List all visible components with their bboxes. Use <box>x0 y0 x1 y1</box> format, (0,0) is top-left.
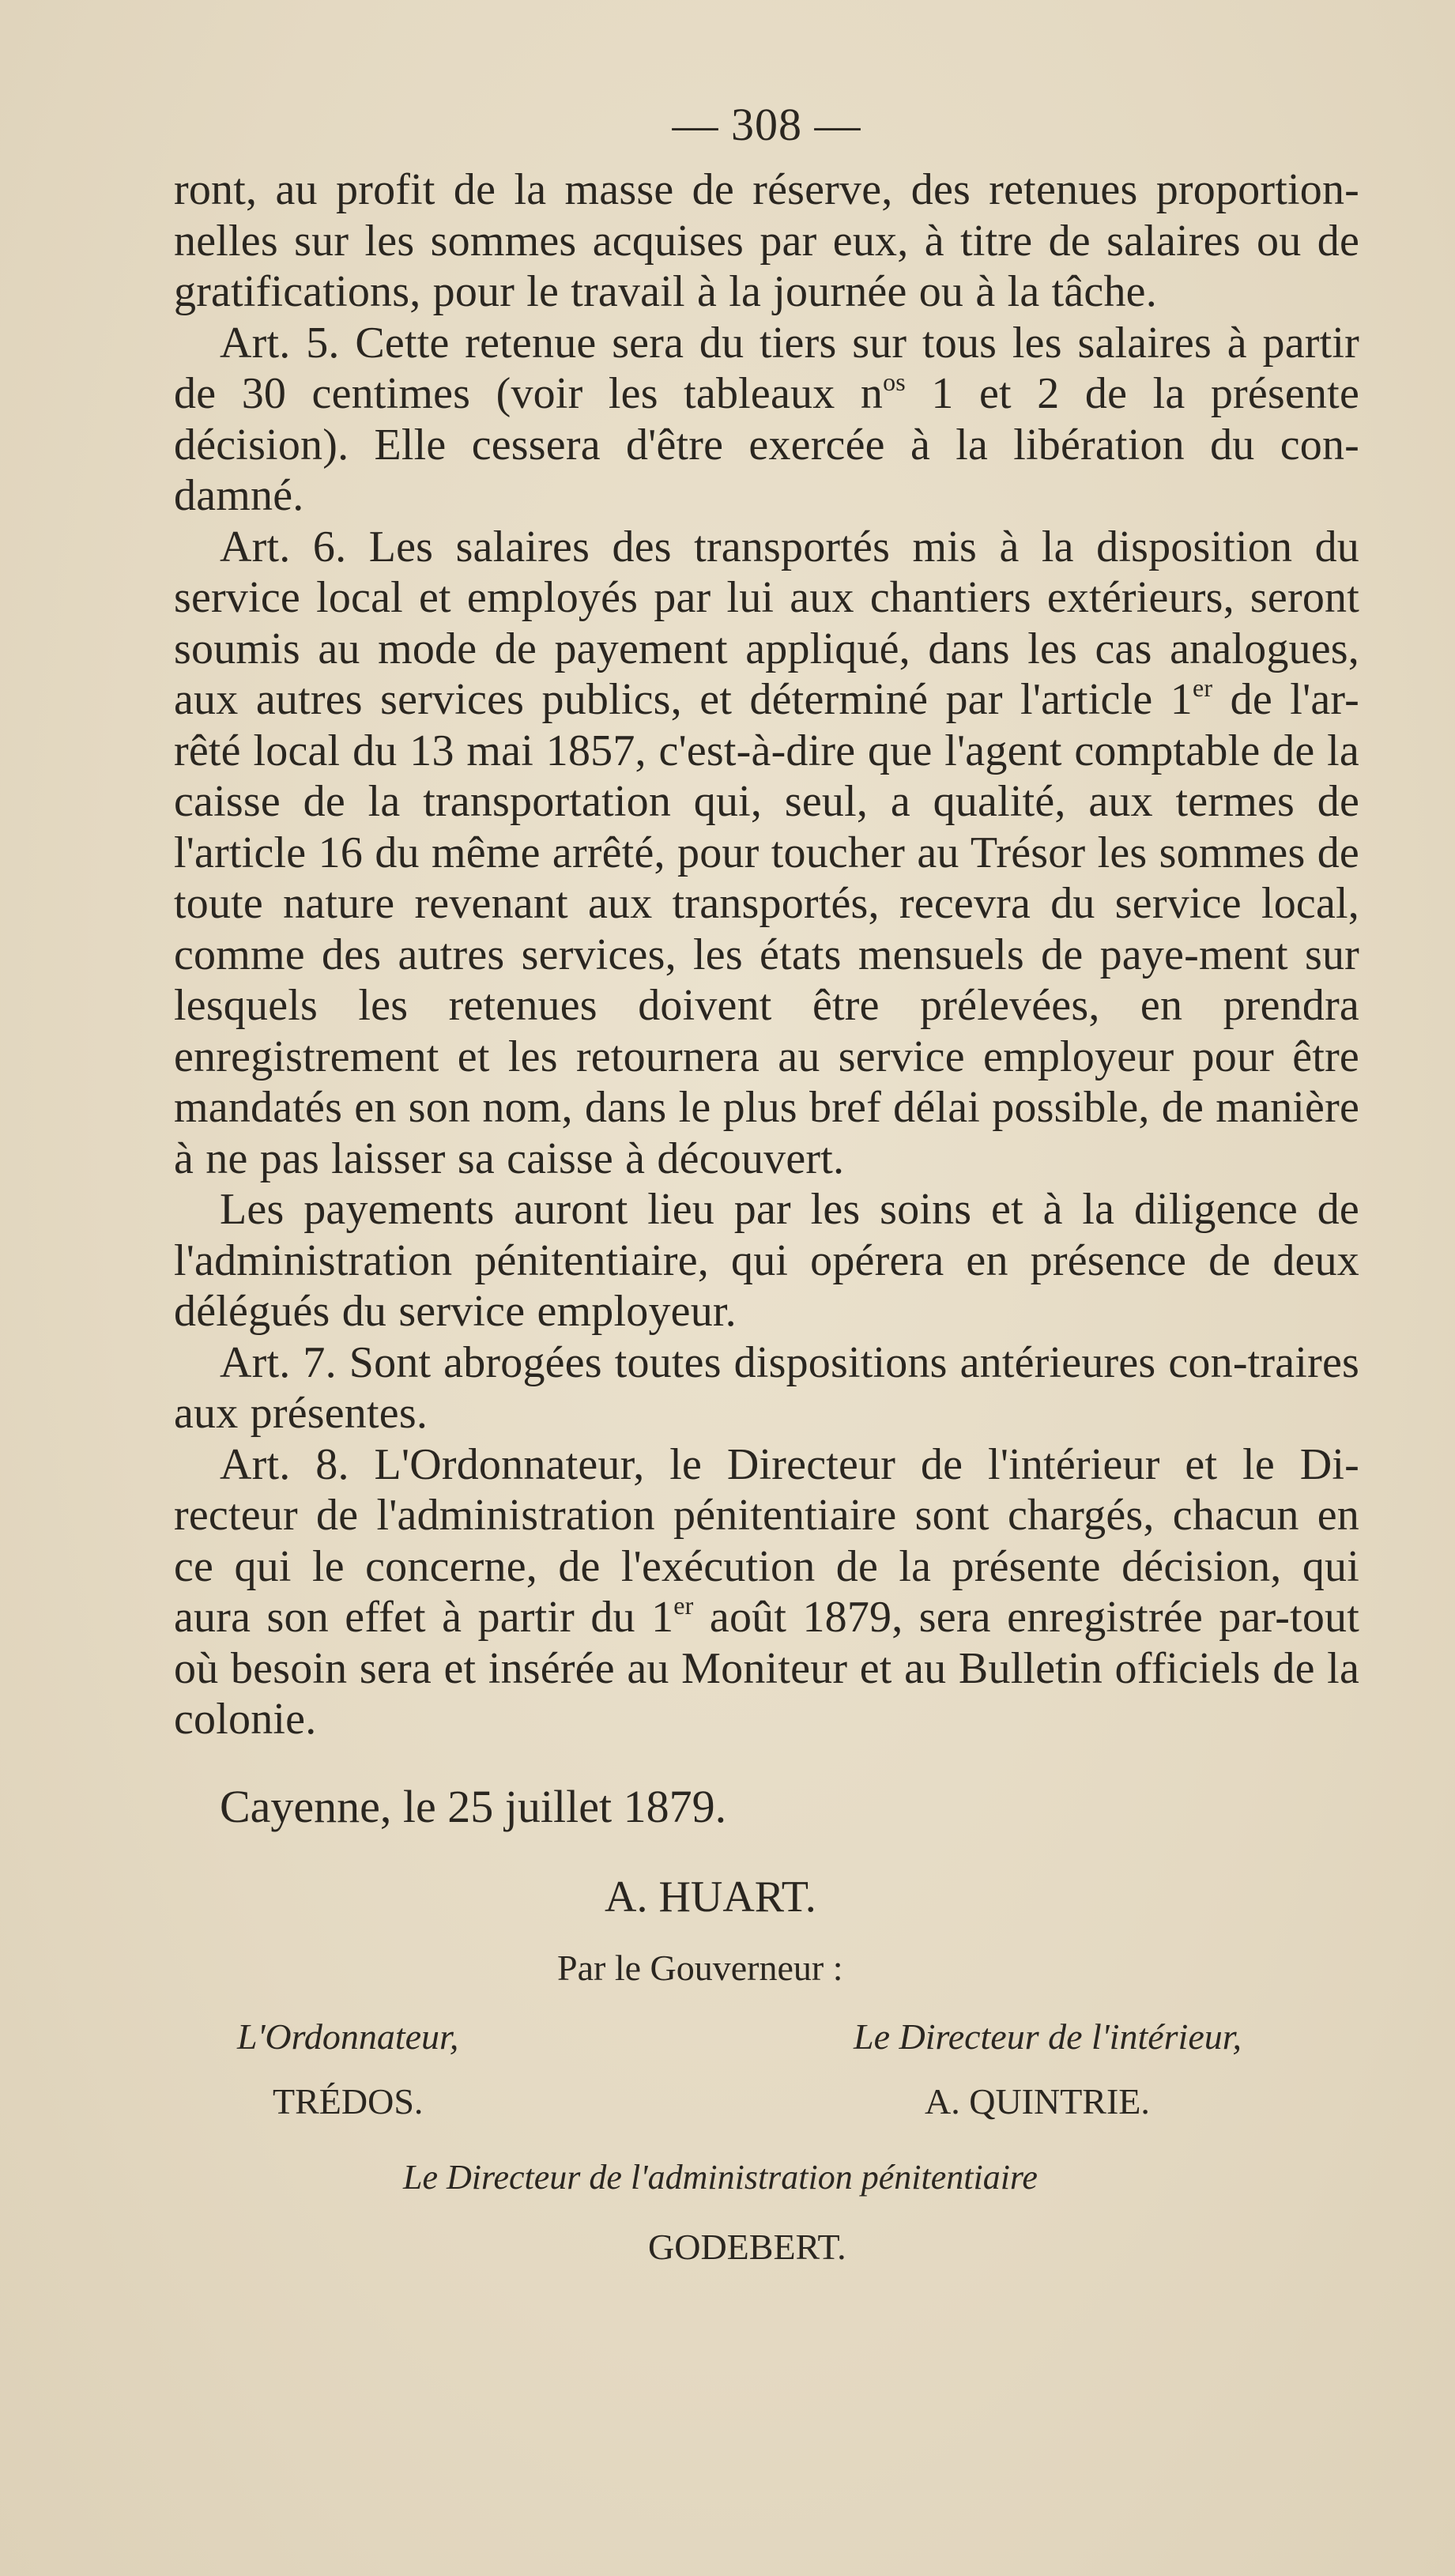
ordonnateur-name: TRÉDOS. <box>273 2080 424 2122</box>
par-le-gouverneur: Par le Gouverneur : <box>557 1947 843 1988</box>
article-6-text: Art. 6. Les salaires des transportés mis à la disposition du service local et employés par lui aux chantiers extérieurs, seront soumis au mode de payement appliqué, dans les cas analogues, aux autres services publics, et déterminé par l'article 1 <box>174 522 1359 724</box>
signatory-titles-row <box>174 2011 1359 2063</box>
payments-paragraph: Les payements auront lieu par les soins et à la diligence de l'administration pénitentiaire, qui opérera en présence de deux délégués du service employeur. <box>174 1185 1359 1336</box>
date-line: Cayenne, le 25 juillet 1879. <box>220 1780 727 1832</box>
governor-signature: A. HUART. <box>605 1872 816 1922</box>
page-number: — 308 — <box>672 99 861 150</box>
article-6-text-cont: de l'ar-rêté local du 13 mai 1857, c'est-à-dire que l'agent comptable de la caisse de la transportation qui, seul, a qualité, aux termes de l'article 16 du même arrêté, pour toucher au Trésor les sommes de toute nature revenant aux transportés, recevra du service local, comme des autres services, les états mensuels de paye-ment sur lesquels les retenues doivent être prélevées, en prendra enregistrement et les retournera au service employeur pour être mandatés en son nom, dans le plus bref délai possible, de manière à ne pas laisser sa caisse à découvert. <box>174 675 1359 1183</box>
signatory-names-row <box>174 2076 1359 2128</box>
body-text <box>174 164 1359 1745</box>
directeur-administration-title: Le Directeur de l'administration pénitentiaire <box>403 2157 1038 2197</box>
superscript-er-2: er <box>673 1591 694 1620</box>
directeur-administration-name: GODEBERT. <box>648 2226 846 2267</box>
article-8-text-cont: août 1879, sera enregistrée par-tout où besoin sera et insérée au Moniteur et au Bulletin officiels de la colonie. <box>174 1593 1359 1744</box>
article-7-text: Art. 7. Sont abrogées toutes dispositions antérieures con-traires aux présentes. <box>174 1337 1359 1438</box>
article-8-text: Art. 8. L'Ordonnateur, le Directeur de l'intérieur et le Di-recteur de l'administration pénitentiaire sont chargés, chacun en ce qui le concerne, de l'exécution de la présente décision, qui aura son effet à partir du 1 <box>174 1439 1359 1642</box>
superscript-os: os <box>883 368 906 396</box>
document-page <box>174 93 1359 2273</box>
ordonnateur-title: L'Ordonnateur, <box>237 2016 459 2057</box>
directeur-interieur-name: A. QUINTRIE. <box>925 2080 1150 2122</box>
superscript-er-1: er <box>1193 673 1213 702</box>
paragraph-continuation: ront, au profit de la masse de réserve, des retenues proportion-nelles sur les sommes acquises par eux, à titre de salaires ou de gratifications, pour le travail à la journée ou à la tâche. <box>174 165 1359 316</box>
directeur-interieur-title: Le Directeur de l'intérieur, <box>854 2016 1242 2057</box>
article-5-text-cont: 1 et 2 de la présente décision). Elle cessera d'être exercée à la libération du con-damné. <box>174 369 1359 520</box>
article-5-text: Art. 5. Cette retenue sera du tiers sur tous les salaires à partir de 30 centimes (voir les tableaux n <box>174 318 1359 418</box>
